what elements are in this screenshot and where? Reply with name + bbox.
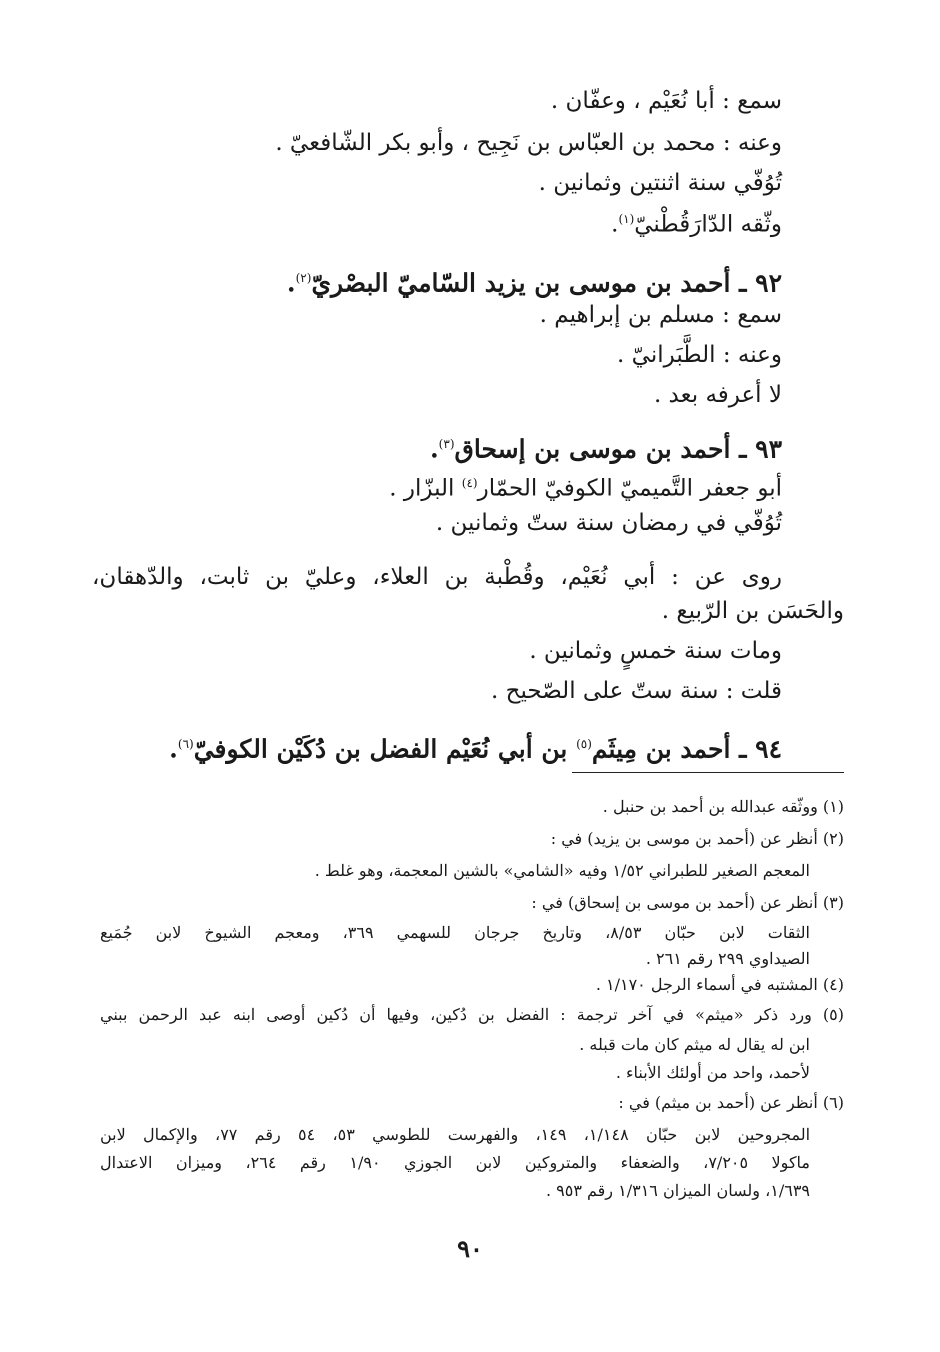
text-line: سمع : أبا نُعَيْم ، وعفّان . xyxy=(550,88,782,114)
footnote-divider xyxy=(572,772,844,773)
text-line: وعنه : الطَّبَرانيّ . xyxy=(617,342,782,368)
text-line: والحَسَن بن الرّبيع . xyxy=(661,598,844,624)
footnote-ref: (٣) xyxy=(438,437,455,451)
text-line xyxy=(389,468,782,504)
text-line: تُوُفّي في رمضان سنة ستّ وثمانين . xyxy=(435,510,782,536)
text-line: ومات سنة خمسٍ وثمانين . xyxy=(529,638,782,664)
text-segment: . xyxy=(286,268,296,298)
footnote-3-body: الصيداوي ٢٩٩ رقم ٢٦١ . xyxy=(645,949,810,968)
text-line: تُوُفّي سنة اثنتين وثمانين . xyxy=(538,170,782,196)
footnote-1: (١) ووثّقه عبدالله بن أحمد بن حنبل . xyxy=(602,797,844,816)
entry-heading-93 xyxy=(430,428,782,465)
footnote-2: (٢) أنظر عن (أحمد بن موسى بن يزيد) في : xyxy=(550,829,844,848)
text-line: وعنه : محمد بن العبّاس بن نَجِيح ، وأبو بكر الشّافعيّ . xyxy=(275,130,782,156)
page-number: ٩٠ xyxy=(457,1234,483,1263)
footnote-ref: (٢) xyxy=(295,271,312,285)
footnote-5: (٥) ورد ذكر «ميثم» في آخر ترجمة : الفضل بن دُكين، وفيها أن دُكين أوصى ابنه عبد الرحمن ببني xyxy=(100,1005,844,1024)
footnote-2-body: المعجم الصغير للطبراني ١/٥٢ وفيه «الشامي» بالشين المعجمة، وهو غلط . xyxy=(314,861,810,880)
footnote-ref: (١) xyxy=(618,212,635,226)
footnote-4: (٤) المشتبه في أسماء الرجل ١/١٧٠ . xyxy=(595,975,844,994)
footnote-5-body: ابن له يقال له ميثم كان مات قبله . xyxy=(579,1035,810,1054)
heading-text: ٩٢ ـ أحمد بن موسى بن يزيد السّاميّ البصْريّ xyxy=(311,268,782,298)
text-segment: البزّار . xyxy=(389,475,455,502)
text-segment: أبو جعفر التَّميميّ الكوفيّ الحمّار xyxy=(477,475,782,502)
text-line xyxy=(611,204,782,240)
footnote-6-body: المجروحين لابن حبّان ١/١٤٨، ١٤٩، والفهرست للطوسي ٥٣، ٥٤ رقم ٧٧، والإكمال لابن xyxy=(100,1125,811,1144)
text-segment: . xyxy=(429,434,439,464)
heading-text: ٩٤ ـ أحمد بن مِيثَم xyxy=(591,734,782,764)
text-line: سمع : مسلم بن إبراهيم . xyxy=(539,302,782,328)
text-segment: وثّقه الدّارَقُطْنيّ xyxy=(634,211,782,238)
footnote-ref: (٥) xyxy=(576,737,592,751)
footnote-ref: (٤) xyxy=(461,476,478,490)
entry-heading-94 xyxy=(169,728,782,765)
heading-text: بن أبي نُعَيْم الفضل بن دُكَيْن الكوفيّ xyxy=(193,734,568,764)
entry-heading-92 xyxy=(287,262,782,299)
footnote-6: (٦) أنظر عن (أحمد بن ميثم) في : xyxy=(618,1093,844,1112)
footnote-6-body: ١/٦٣٩، ولسان الميزان ١/٣١٦ رقم ٩٥٣ . xyxy=(545,1181,810,1200)
text-line: لا أعرفه بعد . xyxy=(653,382,782,408)
footnote-6-body: ماكولا ٧/٢٠٥، والضعفاء والمتروكين لابن الجوزي ١/٩٠ رقم ٢٦٤، وميزان الاعتدال xyxy=(100,1153,810,1172)
footnote-ref: (٦) xyxy=(177,737,194,751)
footnote-5-body: لأحمد، واحد من أولئك الأبناء . xyxy=(615,1063,810,1082)
footnote-3-body: الثقات لابن حبّان ٨/٥٣، وتاريخ جرجان للسهمي ٣٦٩، ومعجم الشيوخ لابن جُمَيع xyxy=(100,923,810,942)
heading-text: ٩٣ ـ أحمد بن موسى بن إسحاق xyxy=(454,434,782,464)
text-segment: . xyxy=(169,734,178,764)
text-segment: . xyxy=(611,211,619,238)
text-line: قلت : سنة ستّ على الصّحيح . xyxy=(490,678,782,704)
footnote-3: (٣) أنظر عن (أحمد بن موسى بن إسحاق) في : xyxy=(531,893,844,912)
text-line: روى عن : أبي نُعَيْم، وقُطْبة بن العلاء، وعليّ بن ثابت، والدّهقان، xyxy=(92,564,782,590)
